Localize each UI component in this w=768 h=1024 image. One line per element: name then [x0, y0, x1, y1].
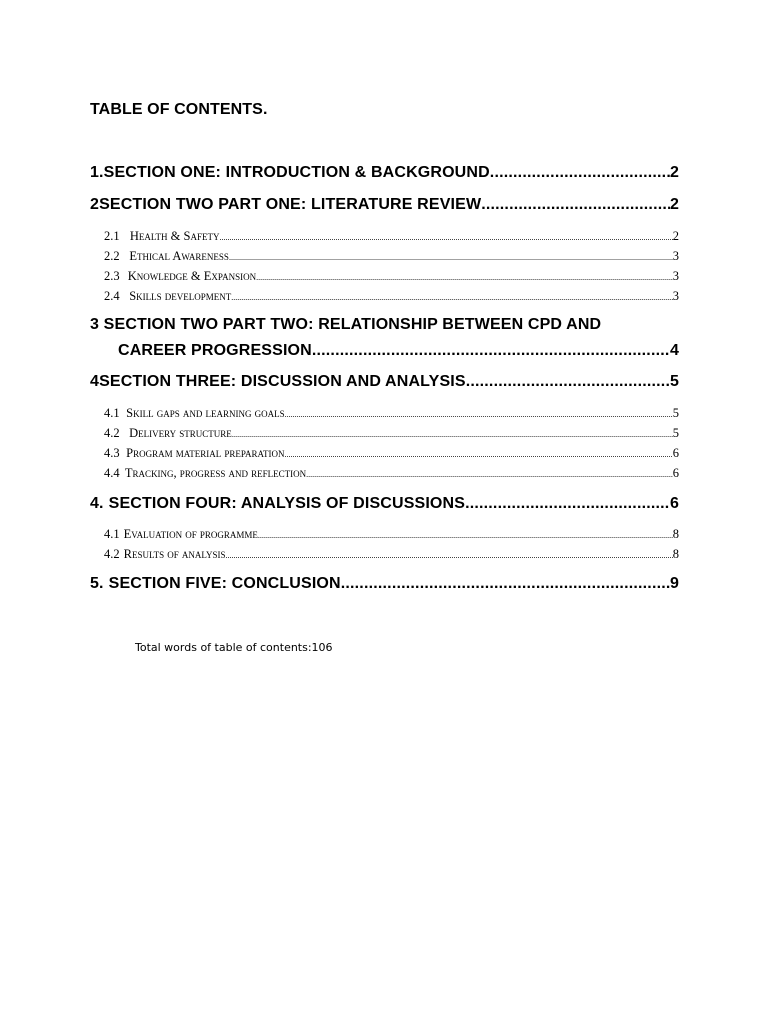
dot-leader — [258, 531, 673, 540]
toc-subsection-4-4[interactable] — [104, 466, 679, 482]
toc-subsection-4-1-evaluation[interactable] — [104, 527, 679, 543]
page-number: 5 — [672, 426, 679, 440]
section-label: SECTION TWO PART ONE: LITERATURE REVIEW — [99, 196, 482, 213]
dot-leader — [231, 293, 672, 302]
subsection-number: 2.3 — [104, 269, 120, 283]
page-number: 4 — [669, 342, 679, 359]
toc-section-2[interactable] — [90, 196, 679, 216]
subsection-label: Results of analysis — [123, 547, 226, 561]
toc-subsection-2-3[interactable] — [104, 269, 679, 285]
subsection-number: 4.2 — [104, 547, 120, 561]
toc-section-4[interactable] — [90, 373, 679, 393]
dot-leader — [465, 495, 670, 513]
toc-title: TABLE OF CONTENTS. — [90, 101, 268, 118]
subsection-label: Delivery structure — [129, 426, 232, 440]
section-label-continued: CAREER PROGRESSION — [118, 342, 312, 359]
word-count-note: Total words of table of contents:106 — [135, 641, 333, 654]
toc-section-5[interactable] — [90, 575, 679, 595]
page-number: 3 — [672, 289, 679, 303]
page-number: 5 — [672, 406, 679, 420]
section-number: 2 — [90, 196, 100, 213]
page-number: 2 — [669, 164, 679, 181]
subsection-number: 2.4 — [104, 289, 120, 303]
page-number: 3 — [672, 249, 679, 263]
dot-leader — [466, 373, 670, 391]
section-label: SECTION THREE: DISCUSSION AND ANALYSIS — [99, 373, 466, 390]
dot-leader — [312, 342, 670, 360]
page-number: 5 — [669, 373, 679, 390]
dot-leader — [219, 233, 672, 242]
section-number: 1. — [90, 164, 104, 181]
page-number: 3 — [672, 269, 679, 283]
subsection-label: Health & Safety — [129, 229, 220, 243]
toc-subsection-4-2-results[interactable] — [104, 547, 679, 563]
dot-leader — [256, 273, 673, 282]
dot-leader — [490, 164, 670, 182]
page-number: 6 — [669, 495, 679, 512]
subsection-label: Skill gaps and learning goals — [126, 406, 285, 420]
section-label: SECTION FOUR: ANALYSIS OF DISCUSSIONS — [108, 495, 466, 512]
toc-section-3-line1[interactable] — [90, 316, 601, 334]
toc-subsection-4-1[interactable] — [104, 406, 679, 422]
dot-leader — [226, 551, 673, 560]
subsection-number: 4.3 — [104, 446, 120, 460]
toc-section-1[interactable] — [90, 164, 679, 184]
dot-leader — [285, 410, 673, 419]
dot-leader — [285, 450, 673, 459]
page-number: 9 — [669, 575, 679, 592]
toc-subsection-2-4[interactable] — [104, 289, 679, 305]
dot-leader — [306, 470, 673, 479]
page-number: 2 — [672, 229, 679, 243]
subsection-label: Evaluation of programme — [123, 527, 258, 541]
page-number: 8 — [672, 527, 679, 541]
dot-leader — [481, 196, 670, 214]
subsection-label: Skills development — [129, 289, 232, 303]
subsection-number: 2.1 — [104, 229, 120, 243]
section-label: SECTION TWO PART TWO: RELATIONSHIP BETWEEN CPD AND — [103, 316, 602, 333]
section-label: SECTION ONE: INTRODUCTION & BACKGROUND — [103, 164, 490, 181]
section-number: 4 — [90, 373, 100, 390]
section-number: 4. — [90, 495, 104, 512]
toc-section-3-line2[interactable] — [118, 342, 679, 362]
dot-leader — [232, 430, 673, 439]
toc-subsection-4-2[interactable] — [104, 426, 679, 442]
dot-leader — [229, 253, 673, 262]
toc-subsection-2-2[interactable] — [104, 249, 679, 265]
subsection-number: 2.2 — [104, 249, 120, 263]
toc-subsection-2-1[interactable] — [104, 229, 679, 245]
subsection-label: Program material preparation — [126, 446, 285, 460]
section-label: SECTION FIVE: CONCLUSION — [108, 575, 341, 592]
page-number: 6 — [672, 446, 679, 460]
subsection-label: Ethical Awareness — [129, 249, 229, 263]
subsection-number: 4.4 — [104, 466, 120, 480]
subsection-number: 4.1 — [104, 527, 120, 541]
toc-section-4-four[interactable] — [90, 495, 679, 515]
page-number: 6 — [672, 466, 679, 480]
section-number: 3 — [90, 316, 100, 333]
dot-leader — [341, 575, 670, 593]
section-number: 5. — [90, 575, 104, 592]
toc-subsection-4-3[interactable] — [104, 446, 679, 462]
page-number: 8 — [672, 547, 679, 561]
subsection-label: Knowledge & Expansion — [127, 269, 257, 283]
subsection-number: 4.2 — [104, 426, 120, 440]
subsection-label: Tracking, progress and reflection — [124, 466, 307, 480]
page-number: 2 — [669, 196, 679, 213]
subsection-number: 4.1 — [104, 406, 120, 420]
